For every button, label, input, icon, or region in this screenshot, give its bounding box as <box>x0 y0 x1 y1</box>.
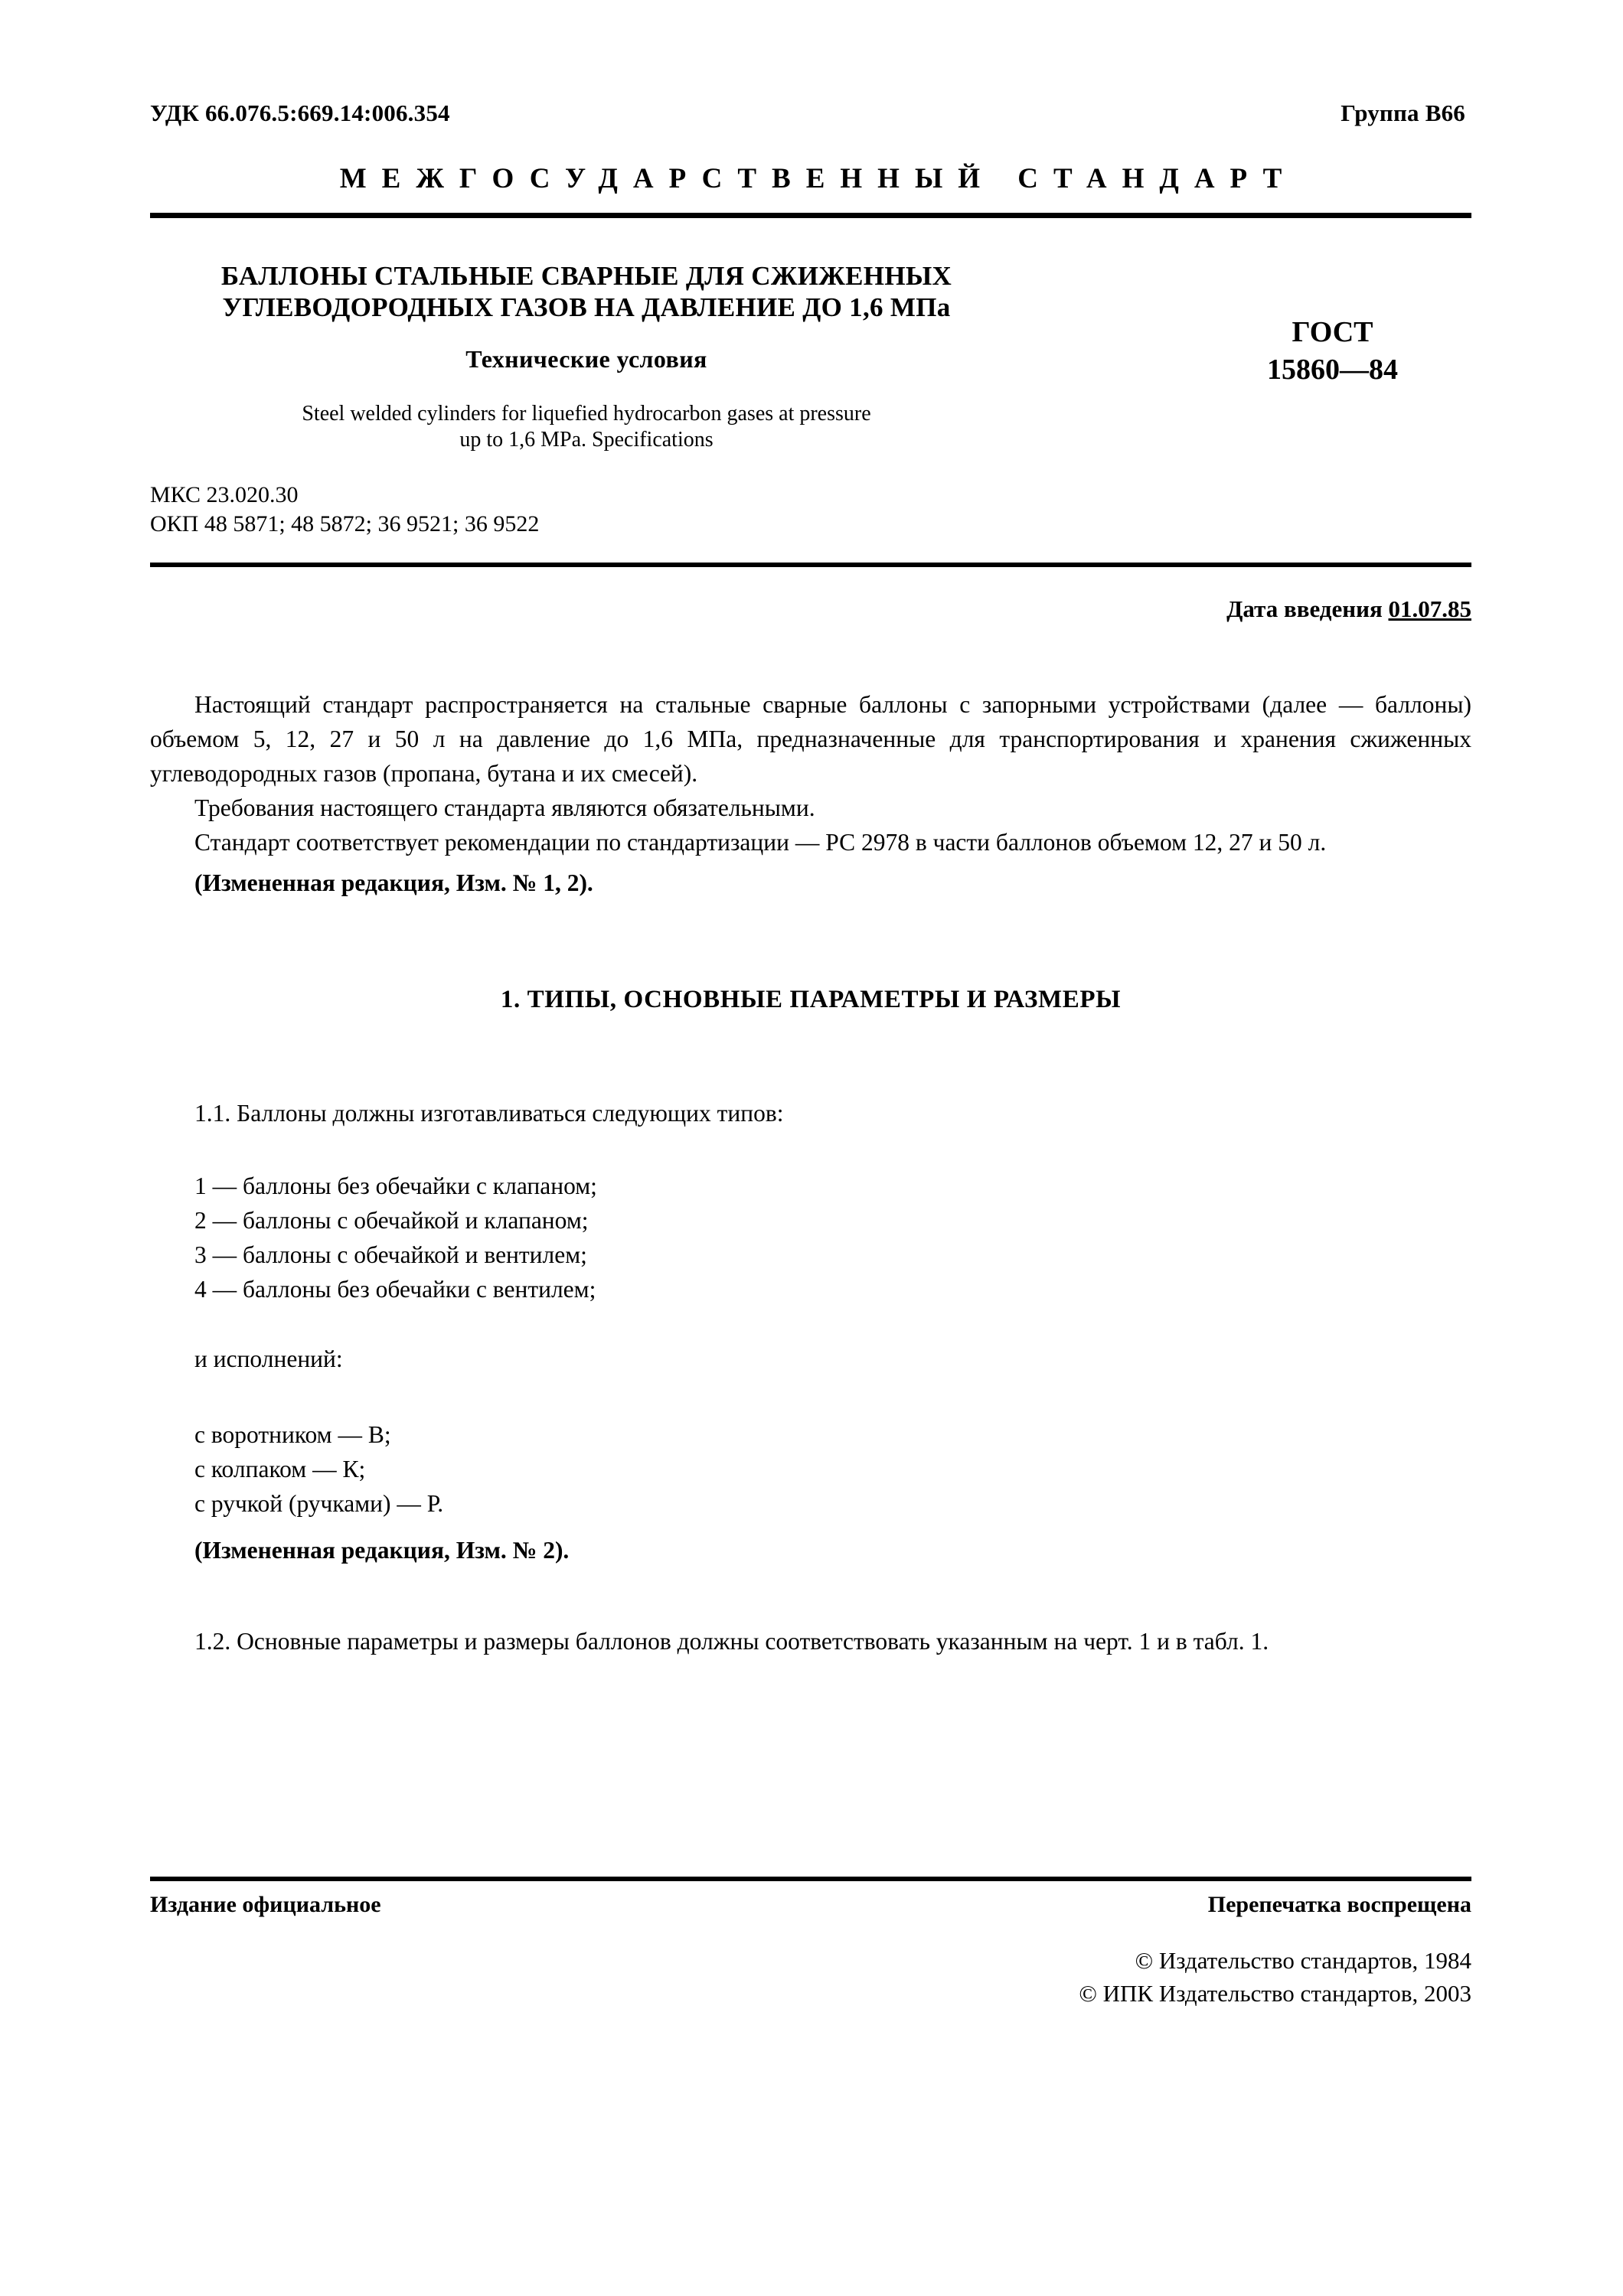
copyright-line-2: © ИПК Издательство стандартов, 2003 <box>1079 1980 1471 2007</box>
list-item: 3 — баллоны с обечайкой и вентилем; <box>194 1241 587 1268</box>
list-item: 1 — баллоны без обечайки с клапаном; <box>194 1172 597 1199</box>
list-item: 2 — баллоны с обечайкой и клапаном; <box>194 1207 589 1234</box>
header-code-row <box>150 99 1471 127</box>
introduction-date-label: Дата введения <box>1226 595 1383 622</box>
clause-1-1 <box>150 1096 1471 1130</box>
copyright-line-1: © Издательство стандартов, 1984 <box>1135 1947 1471 1974</box>
udk-code: УДК 66.076.5:669.14:006.354 <box>150 99 450 126</box>
edition-note: Издание официальное <box>150 1892 381 1917</box>
copyright-block <box>150 1944 1479 2010</box>
header-divider-rule <box>150 213 1471 218</box>
title-divider-rule <box>150 563 1471 567</box>
list-item: 4 — баллоны без обечайки с вентилем; <box>194 1276 596 1303</box>
english-title <box>173 401 1000 453</box>
clause-1-1-lead: 1.1. Баллоны должны изготавливаться следующих типов: <box>194 1100 784 1127</box>
page-content-column <box>150 0 1471 2296</box>
document-title-line-1: БАЛЛОНЫ СТАЛЬНЫЕ СВАРНЫЕ ДЛЯ СЖИЖЕННЫХ <box>220 261 952 291</box>
executions-lead: и исполнений: <box>194 1345 343 1372</box>
scope-paragraph-1: Настоящий стандарт распространяется на стальные сварные баллоны с запорными устройствами (далее — баллоны) объемом 5, 12, 27 и 50 л на давление до 1,6 МПа, предназначенные для транспортирования и хранения сжиженных углеводородных газов (пропана, бутана и их смесей). <box>150 691 1471 787</box>
standard-identifier <box>1267 314 1398 388</box>
cylinder-execution-list <box>194 1417 443 1521</box>
standard-label: ГОСТ <box>1292 316 1373 348</box>
scope-section <box>150 687 1471 900</box>
document-title <box>173 260 1000 324</box>
amendment-note-2: (Измененная редакция, Изм. № 2). <box>194 1537 570 1564</box>
list-item: с воротником — В; <box>194 1421 391 1448</box>
reprint-note: Перепечатка воспрещена <box>1207 1892 1471 1917</box>
english-title-line-1: Steel welded cylinders for liquefied hydrocarbon gases at pressure <box>302 401 871 426</box>
okp-code: ОКП 48 5871; 48 5872; 36 9521; 36 9522 <box>150 511 540 537</box>
clause-1-2 <box>150 1624 1471 1658</box>
document-title-line-2: УГЛЕВОДОРОДНЫХ ГАЗОВ НА ДАВЛЕНИЕ ДО 1,6 МПа <box>222 292 951 323</box>
standard-banner: МЕЖГОСУДАРСТВЕННЫЙ СТАНДАРТ <box>339 163 1298 194</box>
scope-paragraph-3: Стандарт соответствует рекомендации по стандартизации — РС 2978 в части баллонов объемом 12, 27 и 50 л. <box>194 829 1327 856</box>
english-title-line-2: up to 1,6 MPa. Specifications <box>459 427 714 452</box>
cylinder-type-list <box>194 1169 597 1306</box>
introduction-date <box>150 595 1474 623</box>
list-item: с колпаком — К; <box>194 1456 366 1482</box>
mks-code: МКС 23.020.30 <box>150 482 299 507</box>
clause-1-2-text: 1.2. Основные параметры и размеры баллонов должны соответствовать указанным на черт. 1 и в табл. 1. <box>194 1628 1269 1655</box>
standard-number: 15860—84 <box>1267 353 1398 386</box>
introduction-date-value: 01.07.85 <box>1388 595 1471 622</box>
amendment-note-1: (Измененная редакция, Изм. № 1, 2). <box>194 869 593 896</box>
document-subtitle: Технические условия <box>465 344 707 373</box>
group-code: Группа В66 <box>1341 99 1465 126</box>
footer-divider-rule <box>150 1877 1471 1881</box>
section-1-heading: 1. ТИПЫ, ОСНОВНЫЕ ПАРАМЕТРЫ И РАЗМЕРЫ <box>500 986 1122 1013</box>
footer-row <box>150 1892 1471 1918</box>
scope-paragraph-2: Требования настоящего стандарта являются обязательными. <box>194 794 815 821</box>
classification-codes <box>150 481 539 540</box>
title-block <box>150 260 1471 551</box>
list-item: с ручкой (ручками) — Р. <box>194 1490 444 1517</box>
title-left-column <box>173 260 1000 453</box>
